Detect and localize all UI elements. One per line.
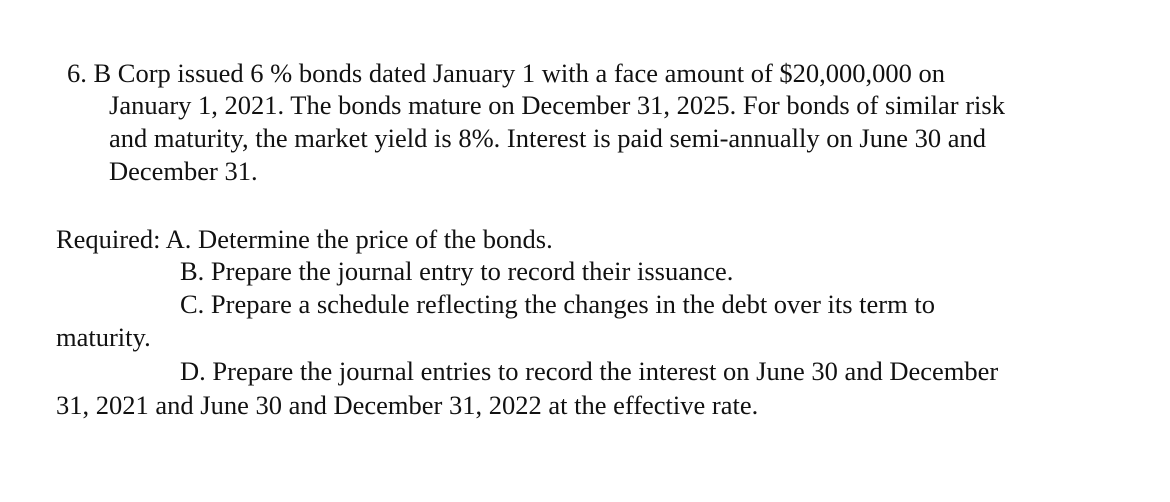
problem-text-line: and maturity, the market yield is 8%. Interest is paid semi-annually on June 30 and <box>109 123 986 153</box>
required-line-a <box>56 226 553 253</box>
required-item-b: B. Prepare the journal entry to record their issuance. <box>180 256 734 286</box>
required-item-c-continued: maturity. <box>56 322 151 352</box>
required-item-d-continued: 31, 2021 and June 30 and December 31, 2022 at the effective rate. <box>56 390 759 420</box>
required-item-c: C. Prepare a schedule reflecting the changes in the debt over its term to <box>180 289 935 319</box>
required-label: Required: <box>56 224 161 254</box>
problem-text-line: January 1, 2021. The bonds mature on December 31, 2025. For bonds of similar risk <box>109 90 1005 120</box>
problem-line-1 <box>67 60 945 87</box>
required-item-a: A. Determine the price of the bonds. <box>165 224 553 254</box>
problem-number: 6. <box>67 58 87 88</box>
required-item-d: D. Prepare the journal entries to record the interest on June 30 and December <box>180 356 999 386</box>
problem-text-line: B Corp issued 6 % bonds dated January 1 with a face amount of $20,000,000 on <box>93 58 946 88</box>
problem-text-line: December 31. <box>109 156 258 186</box>
